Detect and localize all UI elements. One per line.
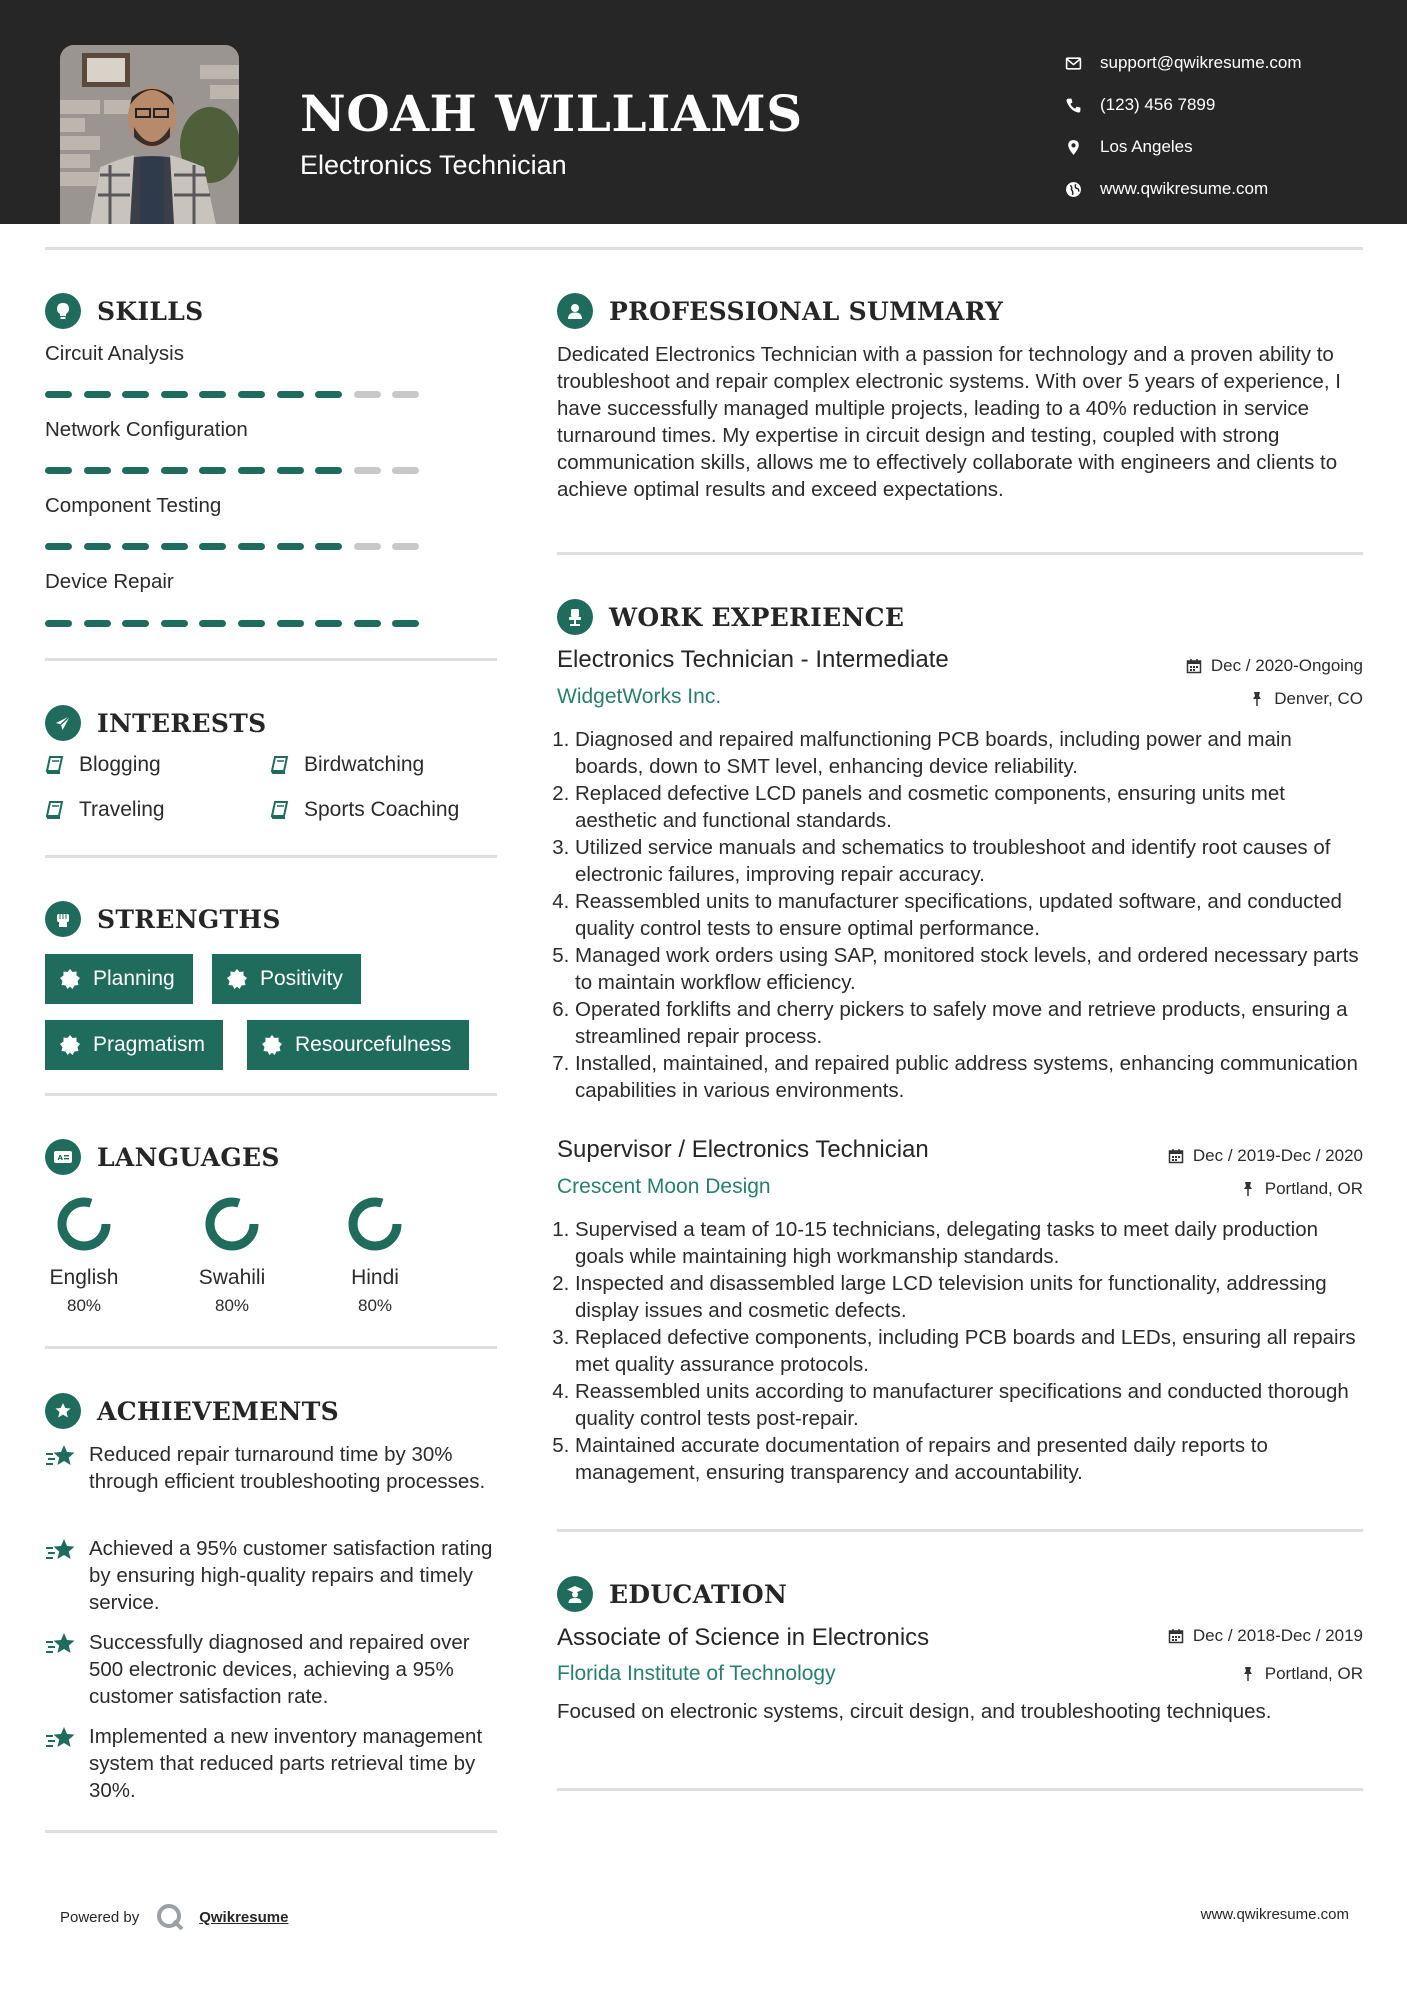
- skill-bar-segment: [199, 467, 226, 474]
- duty-item: 7. Installed, maintained, and repaired public address systems, enhancing communication capabilities in various environments.: [575, 1050, 1362, 1104]
- strengths-heading: [45, 901, 281, 937]
- skill-bar-segment: [161, 620, 188, 627]
- section-divider: [45, 1346, 497, 1349]
- strength-label: Positivity: [260, 967, 343, 990]
- job-title: Electronics Technician - Intermediate: [557, 646, 949, 673]
- duty-item: 5. Managed work orders using SAP, monitored stock levels, and ordered necessary parts to maintain workflow efficiency.: [575, 942, 1362, 996]
- calendar-icon: [1186, 658, 1202, 674]
- skill-bar-segment: [122, 543, 149, 550]
- star-icon: [45, 1631, 77, 1659]
- badge-icon: [226, 968, 248, 990]
- language-percent: 80%: [66, 1296, 102, 1315]
- languages-heading: [45, 1139, 280, 1175]
- user-icon: [557, 293, 593, 329]
- work-heading: [557, 599, 904, 635]
- skills-title: SKILLS: [97, 296, 204, 326]
- section-divider: [557, 1529, 1363, 1532]
- achievement-text: Reduced repair turnaround time by 30% through efficient troubleshooting processes.: [89, 1443, 486, 1493]
- interest-label: Blogging: [79, 753, 161, 776]
- qwikresume-link[interactable]: Qwikresume: [199, 1908, 289, 1926]
- languages-title: LANGUAGES: [97, 1142, 280, 1172]
- skill-bar: [45, 391, 431, 398]
- duty-item: 4. Reassembled units to manufacturer specifications, updated software, and conducted quality control tests to ensure optimal performance.: [575, 888, 1362, 942]
- skill-bar-segment: [161, 543, 188, 550]
- book-icon: [45, 755, 65, 775]
- skills-heading: [45, 293, 204, 329]
- pushpin-icon: [1240, 1666, 1256, 1682]
- badge-icon: [261, 1034, 283, 1056]
- education-dates-text: Dec / 2018-Dec / 2019: [1192, 1626, 1363, 1645]
- location-pin-icon: [1065, 139, 1082, 156]
- achievement-text: Successfully diagnosed and repaired over 500 electronic devices, achieving a 95% customer satisfaction rate.: [89, 1631, 470, 1708]
- skill-bar-segment: [392, 391, 419, 398]
- strength-label: Resourcefulness: [295, 1033, 452, 1056]
- skill-bar-segment: [277, 620, 304, 627]
- language-progress-ring: [53, 1193, 115, 1255]
- education-title: EDUCATION: [609, 1579, 788, 1609]
- job-dates-text: Dec / 2019-Dec / 2020: [1192, 1146, 1363, 1165]
- skill-bar-segment: [315, 543, 342, 550]
- pushpin-icon: [1249, 691, 1265, 707]
- language-card-icon: [45, 1139, 81, 1175]
- skill-bar-segment: [354, 543, 381, 550]
- powered-by: [60, 1902, 288, 1932]
- skill-name: Network Configuration: [45, 418, 248, 441]
- duty-item: 1. Diagnosed and repaired malfunctioning PCB boards, including power and main boards, down to SMT level, enhancing device reliability.: [575, 726, 1362, 780]
- candidate-title: Electronics Technician: [300, 150, 567, 180]
- pushpin-icon: [1240, 1181, 1256, 1197]
- language-item: [315, 1193, 435, 1316]
- duty-item: 5. Maintained accurate documentation of repairs and presented daily reports to management, ensuring transparency and accountability.: [575, 1432, 1362, 1486]
- contact-location-text: Los Angeles: [1100, 137, 1193, 156]
- job-title: Supervisor / Electronics Technician: [557, 1136, 929, 1163]
- strength-tag: [247, 1020, 469, 1070]
- calendar-icon: [1168, 1148, 1184, 1164]
- language-progress-arc: [62, 1202, 106, 1246]
- contact-website-text: www.qwikresume.com: [1100, 179, 1269, 198]
- achievement-item: [45, 1723, 495, 1804]
- skill-bar-segment: [84, 620, 111, 627]
- job-dates-text: Dec / 2020-Ongoing: [1210, 656, 1363, 675]
- skill-bar-segment: [84, 543, 111, 550]
- contact-email[interactable]: [1065, 42, 1302, 84]
- company-name[interactable]: WidgetWorks Inc.: [557, 685, 722, 708]
- skill-bar-segment: [238, 543, 265, 550]
- school-name[interactable]: Florida Institute of Technology: [557, 1662, 836, 1685]
- skill-bar-segment: [277, 467, 304, 474]
- interests-heading: [45, 705, 266, 741]
- duty-item: 3. Utilized service manuals and schematics to troubleshoot and identify root causes of electronic failures, improving repair accuracy.: [575, 834, 1362, 888]
- skill-bar-segment: [84, 467, 111, 474]
- contact-email-text: support@qwikresume.com: [1100, 53, 1302, 72]
- skill-bar-segment: [315, 391, 342, 398]
- skill-bar-segment: [45, 467, 72, 474]
- svg-text:A: A: [57, 1154, 63, 1162]
- section-divider: [45, 855, 497, 858]
- language-name: English: [49, 1266, 119, 1289]
- job-location: [1240, 1179, 1363, 1199]
- education-location: [1240, 1664, 1363, 1684]
- job-dates: [1168, 1146, 1363, 1166]
- skill-bar-segment: [354, 467, 381, 474]
- contact-list: [1065, 42, 1302, 210]
- skill-bar-segment: [45, 391, 72, 398]
- contact-location: [1065, 126, 1302, 168]
- contact-website[interactable]: [1065, 168, 1302, 210]
- contact-phone-text: (123) 456 7899: [1100, 95, 1216, 114]
- achievement-item: [45, 1629, 495, 1710]
- star-icon: [45, 1537, 77, 1565]
- education-description: Focused on electronic systems, circuit design, and troubleshooting techniques.: [557, 1700, 1272, 1723]
- job-duties: [557, 726, 1362, 1104]
- duty-item: 1. Supervised a team of 10-15 technicians, delegating tasks to meet daily production goals while maintaining high workmanship standards.: [575, 1216, 1362, 1270]
- skill-name: Circuit Analysis: [45, 342, 184, 365]
- book-icon: [45, 800, 65, 820]
- job-location-text: Denver, CO: [1274, 689, 1363, 708]
- skill-bar-segment: [238, 620, 265, 627]
- skill-bar-segment: [315, 620, 342, 627]
- language-item: [24, 1193, 144, 1316]
- duty-item: 2. Inspected and disassembled large LCD television units for functionality, addressing display issues and cosmetic defects.: [575, 1270, 1362, 1324]
- footer-website[interactable]: www.qwikresume.com: [1200, 1906, 1349, 1923]
- globe-icon: [1065, 181, 1082, 198]
- section-divider: [45, 658, 497, 661]
- section-divider: [45, 1830, 497, 1833]
- candidate-name: NOAH WILLIAMS: [300, 84, 803, 143]
- language-name: Swahili: [198, 1266, 266, 1289]
- phone-icon: [1065, 97, 1082, 114]
- language-progress-arc: [353, 1202, 397, 1246]
- lightbulb-icon: [45, 293, 81, 329]
- graduate-icon: [557, 1576, 593, 1612]
- language-progress-ring: [201, 1193, 263, 1255]
- strength-label: Planning: [93, 967, 175, 990]
- interests-title: INTERESTS: [97, 708, 267, 738]
- language-percent: 80%: [357, 1296, 393, 1315]
- skill-bar: [45, 467, 431, 474]
- qwikresume-logo-icon: [155, 1902, 185, 1932]
- skill-bar-segment: [161, 391, 188, 398]
- work-title: WORK EXPERIENCE: [609, 602, 905, 632]
- book-icon: [270, 800, 290, 820]
- star-badge-icon: [45, 1393, 81, 1429]
- language-percent: 80%: [214, 1296, 250, 1315]
- summary-title: PROFESSIONAL SUMMARY: [609, 296, 1004, 326]
- skill-bar-segment: [45, 543, 72, 550]
- skill-name: Device Repair: [45, 570, 174, 593]
- duty-item: 6. Operated forklifts and cherry pickers to safely move and retrieve products, ensuring a streamlined repair process.: [575, 996, 1362, 1050]
- fist-icon: [45, 901, 81, 937]
- star-icon: [45, 1443, 77, 1471]
- language-item: [172, 1193, 292, 1316]
- skill-bar-segment: [315, 467, 342, 474]
- skill-bar-segment: [277, 543, 304, 550]
- skill-name: Component Testing: [45, 494, 222, 517]
- interest-label: Birdwatching: [304, 753, 425, 776]
- achievements-title: ACHIEVEMENTS: [97, 1396, 339, 1426]
- strengths-title: STRENGTHS: [97, 904, 281, 934]
- company-name[interactable]: Crescent Moon Design: [557, 1175, 771, 1198]
- skill-bar-segment: [161, 467, 188, 474]
- star-icon: [45, 1725, 77, 1753]
- skill-bar: [45, 620, 431, 627]
- badge-icon: [59, 1034, 81, 1056]
- education-heading: [557, 1576, 787, 1612]
- job-duties: [557, 1216, 1362, 1486]
- job-location-text: Portland, OR: [1264, 1179, 1363, 1198]
- summary-text: Dedicated Electronics Technician with a passion for technology and a proven ability to troubleshoot and repair complex electronic systems. With over 5 years of experience, I have successfully managed multiple projects, leading to a 40% reduction in service turnaround times. My expertise in circuit design and testing, coupled with strong communication skills, allows me to effectively collaborate with engineers and clients to achieve optimal results and exceed expectations.: [557, 343, 1341, 501]
- strength-tag: [45, 1020, 223, 1070]
- achievement-text: Implemented a new inventory management system that reduced parts retrieval time by 30%.: [89, 1725, 483, 1802]
- skill-bar-segment: [238, 467, 265, 474]
- skill-bar: [45, 543, 431, 550]
- book-icon: [270, 755, 290, 775]
- skill-bar-segment: [84, 391, 111, 398]
- skill-bar-segment: [238, 391, 265, 398]
- language-progress-ring: [344, 1193, 406, 1255]
- section-divider: [557, 1788, 1363, 1791]
- achievement-text: Achieved a 95% customer satisfaction rating by ensuring high-quality repairs and timely service.: [89, 1537, 493, 1614]
- education-location-text: Portland, OR: [1264, 1664, 1363, 1683]
- resume-header: [0, 0, 1407, 224]
- skill-bar-segment: [199, 391, 226, 398]
- powered-by-label: Powered by: [60, 1908, 140, 1926]
- strength-tag: [212, 954, 361, 1004]
- job-dates: [1186, 656, 1363, 676]
- duty-item: 3. Replaced defective components, including PCB boards and LEDs, ensuring all repairs met quality assurance protocols.: [575, 1324, 1362, 1378]
- skill-bar-segment: [354, 620, 381, 627]
- achievement-item: [45, 1535, 495, 1616]
- interest-item: [270, 798, 459, 822]
- badge-icon: [59, 968, 81, 990]
- skill-bar-segment: [392, 620, 419, 627]
- skill-bar-segment: [122, 467, 149, 474]
- achievement-item: [45, 1441, 495, 1495]
- duty-item: 2. Replaced defective LCD panels and cosmetic components, ensuring units met aesthetic and functional standards.: [575, 780, 1362, 834]
- interest-label: Sports Coaching: [304, 798, 460, 821]
- strength-label: Pragmatism: [93, 1033, 206, 1056]
- degree-title: Associate of Science in Electronics: [557, 1624, 930, 1651]
- education-dates: [1168, 1626, 1363, 1646]
- job-location: [1249, 689, 1363, 709]
- skill-bar-segment: [354, 391, 381, 398]
- skill-bar-segment: [392, 467, 419, 474]
- chair-icon: [557, 599, 593, 635]
- skill-bar-segment: [199, 543, 226, 550]
- section-divider: [45, 1093, 497, 1096]
- section-divider: [557, 552, 1363, 555]
- skill-bar-segment: [392, 543, 419, 550]
- interest-item: [45, 753, 161, 777]
- summary-heading: [557, 293, 1003, 329]
- calendar-icon: [1168, 1628, 1184, 1644]
- envelope-icon: [1065, 55, 1082, 72]
- skill-bar-segment: [122, 391, 149, 398]
- duty-item: 4. Reassembled units according to manufacturer specifications and conducted thorough quality control tests post-repair.: [575, 1378, 1362, 1432]
- paper-plane-icon: [45, 705, 81, 741]
- skill-bar-segment: [45, 620, 72, 627]
- profile-photo: [60, 45, 239, 224]
- skill-bar-segment: [122, 620, 149, 627]
- interest-item: [270, 753, 424, 777]
- contact-phone[interactable]: [1065, 84, 1302, 126]
- language-progress-arc: [210, 1202, 254, 1246]
- header-divider: [45, 247, 1363, 250]
- interest-item: [45, 798, 165, 822]
- strength-tag: [45, 954, 193, 1004]
- language-name: Hindi: [351, 1266, 399, 1289]
- skill-bar-segment: [199, 620, 226, 627]
- skill-bar-segment: [277, 391, 304, 398]
- achievements-heading: [45, 1393, 339, 1429]
- interest-label: Traveling: [79, 798, 165, 821]
